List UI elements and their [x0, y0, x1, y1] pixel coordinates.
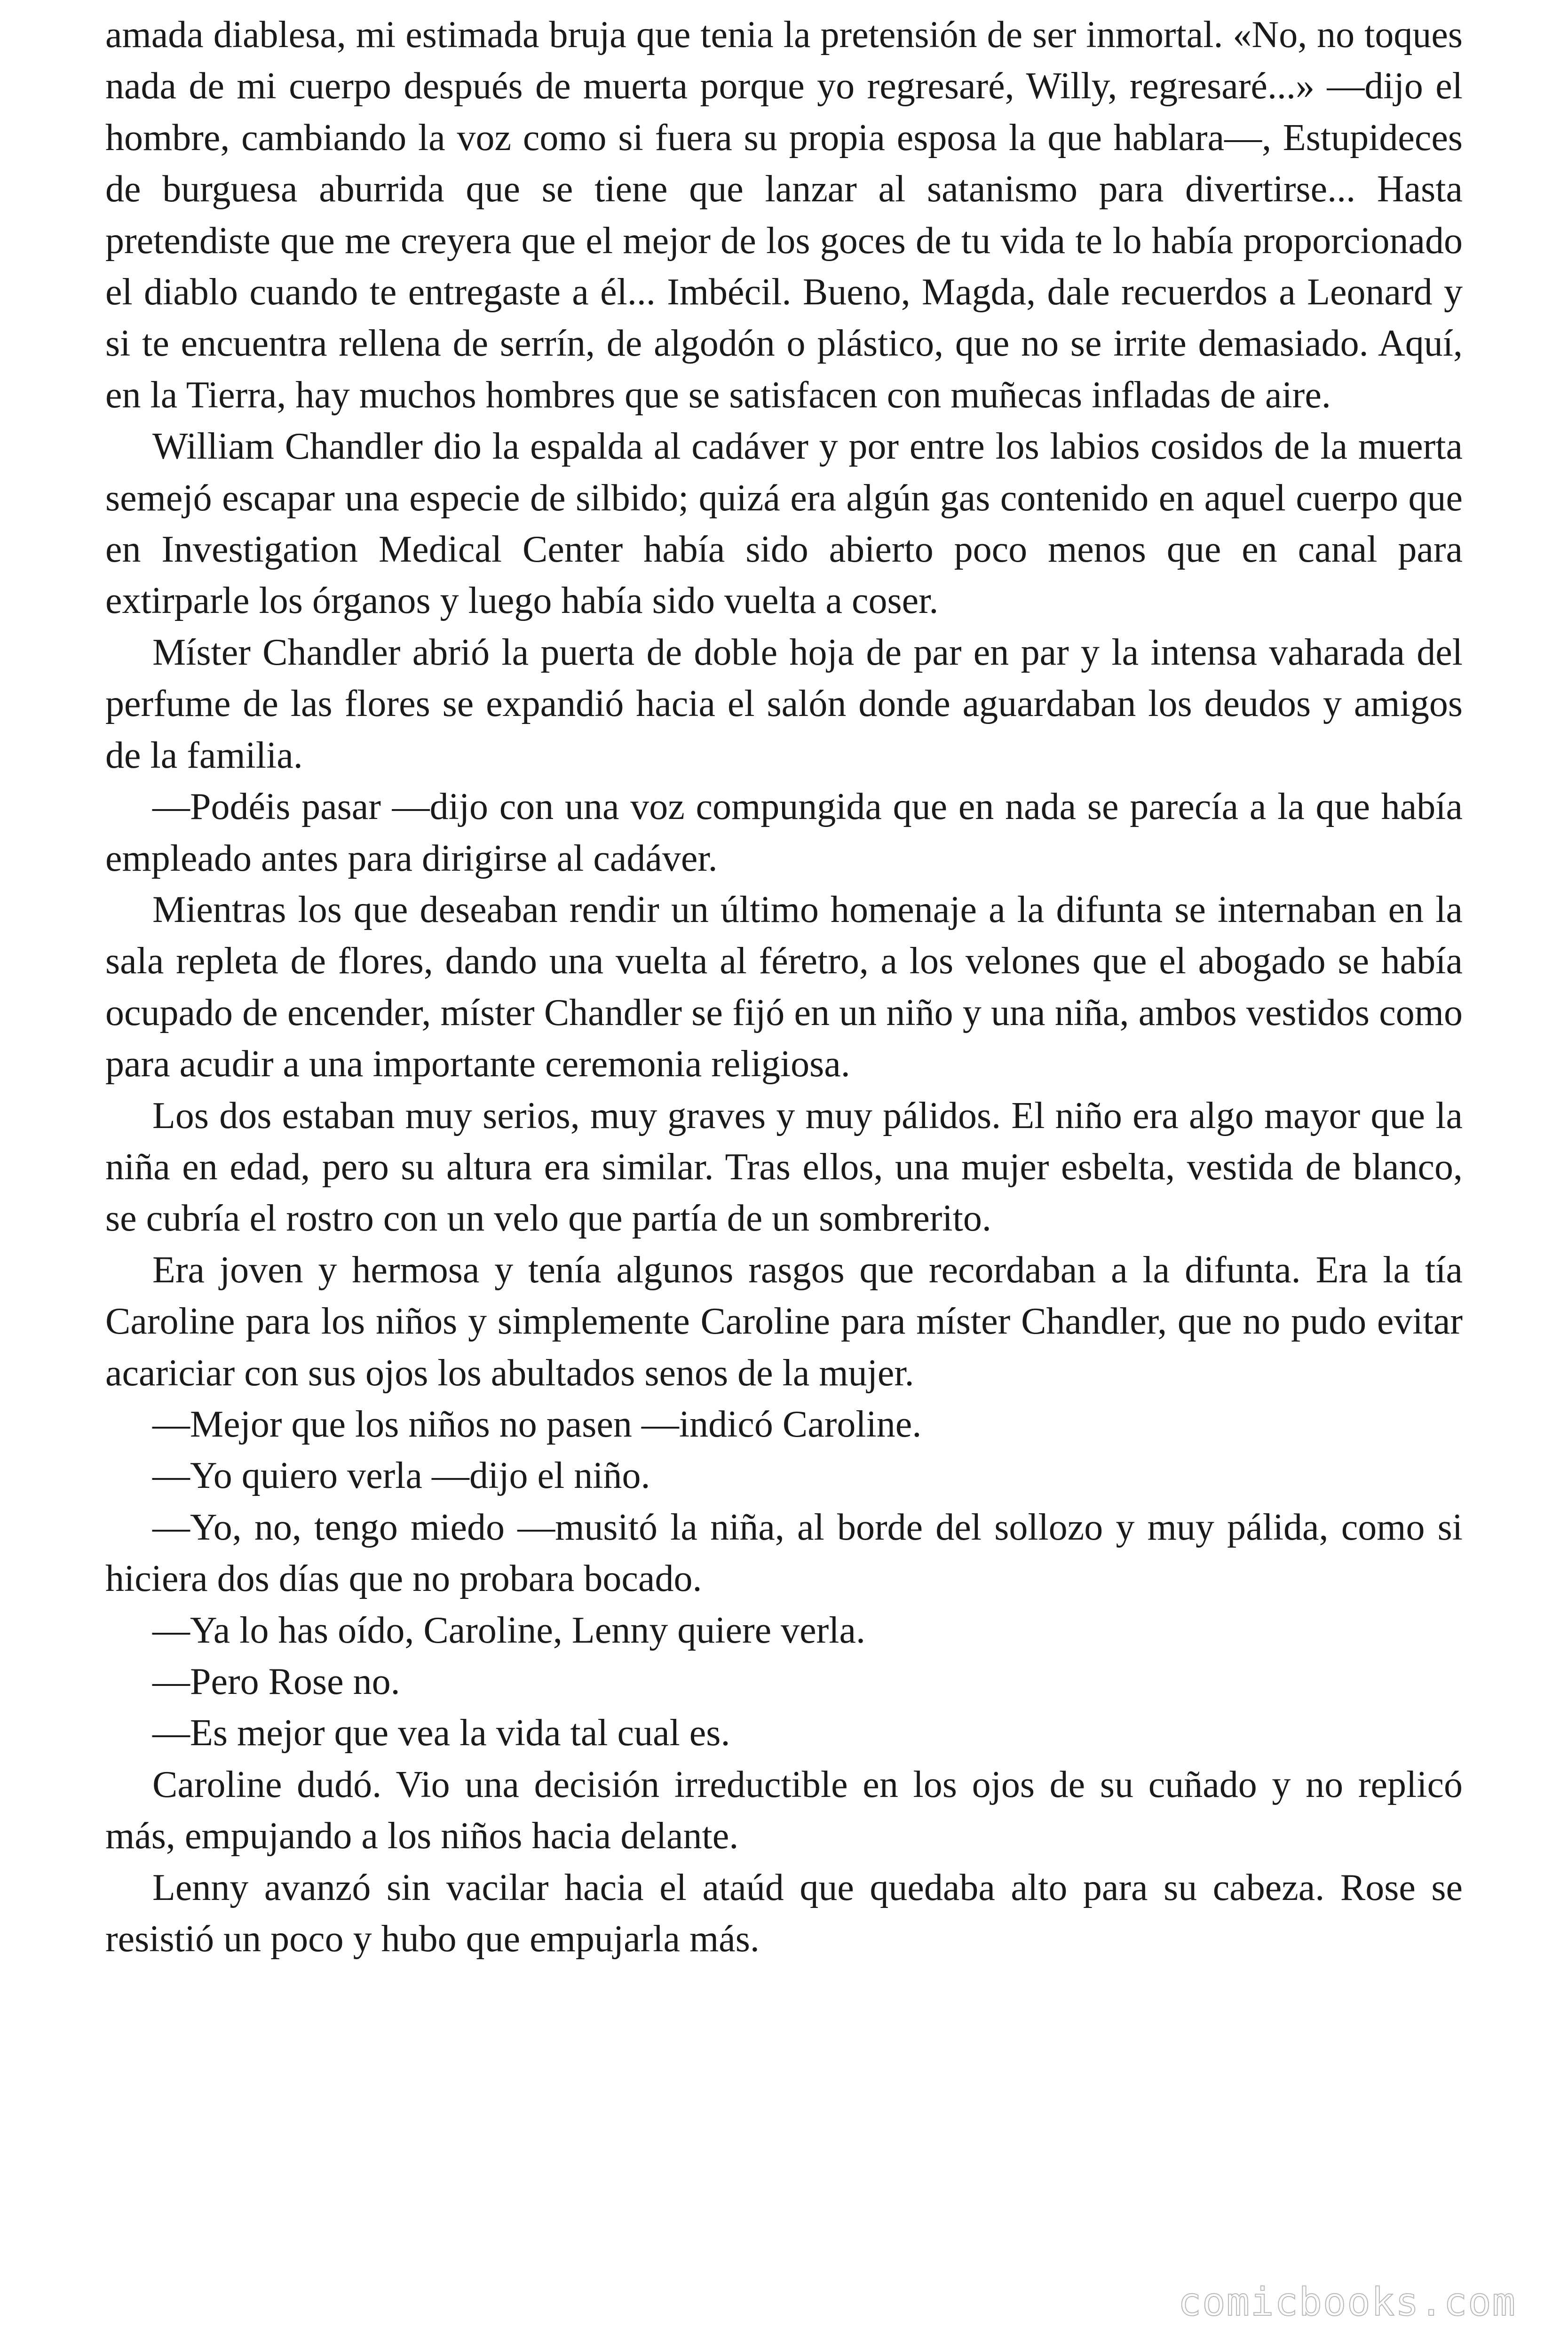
paragraph-1: amada diablesa, mi estimada bruja que tenia la pretensión de ser inmortal. «No, no toques nada de mi cuerpo después de muerta porque yo regresaré, Willy, regresaré...» —dijo el hombre, cambiando la voz como si fuera su propia esposa la que hablara—, Estupideces de burguesa aburrida que se tiene que lanzar al satanismo para divertirse... Hasta pretendiste que me creyera que el mejor de los goces de tu vida te lo había proporcionado el diablo cuando te entregaste a él... Imbécil. Bueno, Magda, dale recuerdos a Leonard y si te encuentra rellena de serrín, de algodón o plástico, que no se irrite demasiado. Aquí, en la Tierra, hay muchos hombres que se satisfacen con muñecas infladas de aire. [105, 14, 1463, 416]
paragraph-7: Era joven y hermosa y tenía algunos rasgos que recordaban a la difunta. Era la tía Caroline para los niños y simplemente Caroline para míster Chandler, que no pudo evitar acariciar con sus ojos los abultados senos de la mujer. [105, 1249, 1463, 1394]
paragraph-5: Mientras los que deseaban rendir un último homenaje a la difunta se internaban en la sala repleta de flores, dando una vuelta al féretro, a los velones que el abogado se había ocupado de encender, míster Chandler se fijó en un niño y una niña, ambos vestidos como para acudir a una importante ceremonia religiosa. [105, 889, 1463, 1085]
paragraph-14: Caroline dudó. Vio una decisión irreductible en los ojos de su cuñado y no replicó más, empujando a los niños hacia delante. [105, 1764, 1463, 1857]
paragraph-6: Los dos estaban muy serios, muy graves y muy pálidos. El niño era algo mayor que la niña en edad, pero su altura era similar. Tras ellos, una mujer esbelta, vestida de blanco, se cubría el rostro con un velo que partía de un sombrerito. [105, 1095, 1463, 1240]
paragraph-13: —Es mejor que vea la vida tal cual es. [152, 1712, 730, 1754]
paragraph-2: William Chandler dio la espalda al cadáver y por entre los labios cosidos de la muerta semejó escapar una especie de silbido; quizá era algún gas contenido en aquel cuerpo que en Investigation Medical Center había sido abierto poco menos que en canal para extirparle los órganos y luego había sido vuelta a coser. [105, 426, 1463, 622]
paragraph-12: —Pero Rose no. [152, 1661, 400, 1702]
paragraph-11: —Ya lo has oído, Caroline, Lenny quiere verla. [152, 1609, 865, 1651]
paragraph-9: —Yo quiero verla —dijo el niño. [152, 1455, 650, 1497]
page-body [105, 9, 1463, 1965]
paragraph-10: —Yo, no, tengo miedo —musitó la niña, al borde del sollozo y muy pálida, como si hiciera dos días que no probara bocado. [105, 1506, 1463, 1600]
paragraph-15: Lenny avanzó sin vacilar hacia el ataúd que quedaba alto para su cabeza. Rose se resistió un poco y hubo que empujarla más. [105, 1867, 1463, 1960]
watermark-logo: comicbooks.com [1178, 2280, 1516, 2325]
paragraph-8: —Mejor que los niños no pasen —indicó Caroline. [152, 1403, 922, 1445]
paragraph-4: —Podéis pasar —dijo con una voz compungida que en nada se parecía a la que había empleado antes para dirigirse al cadáver. [105, 786, 1463, 879]
paragraph-3: Míster Chandler abrió la puerta de doble hoja de par en par y la intensa vaharada del perfume de las flores se expandió hacia el salón donde aguardaban los deudos y amigos de la familia. [105, 631, 1463, 776]
